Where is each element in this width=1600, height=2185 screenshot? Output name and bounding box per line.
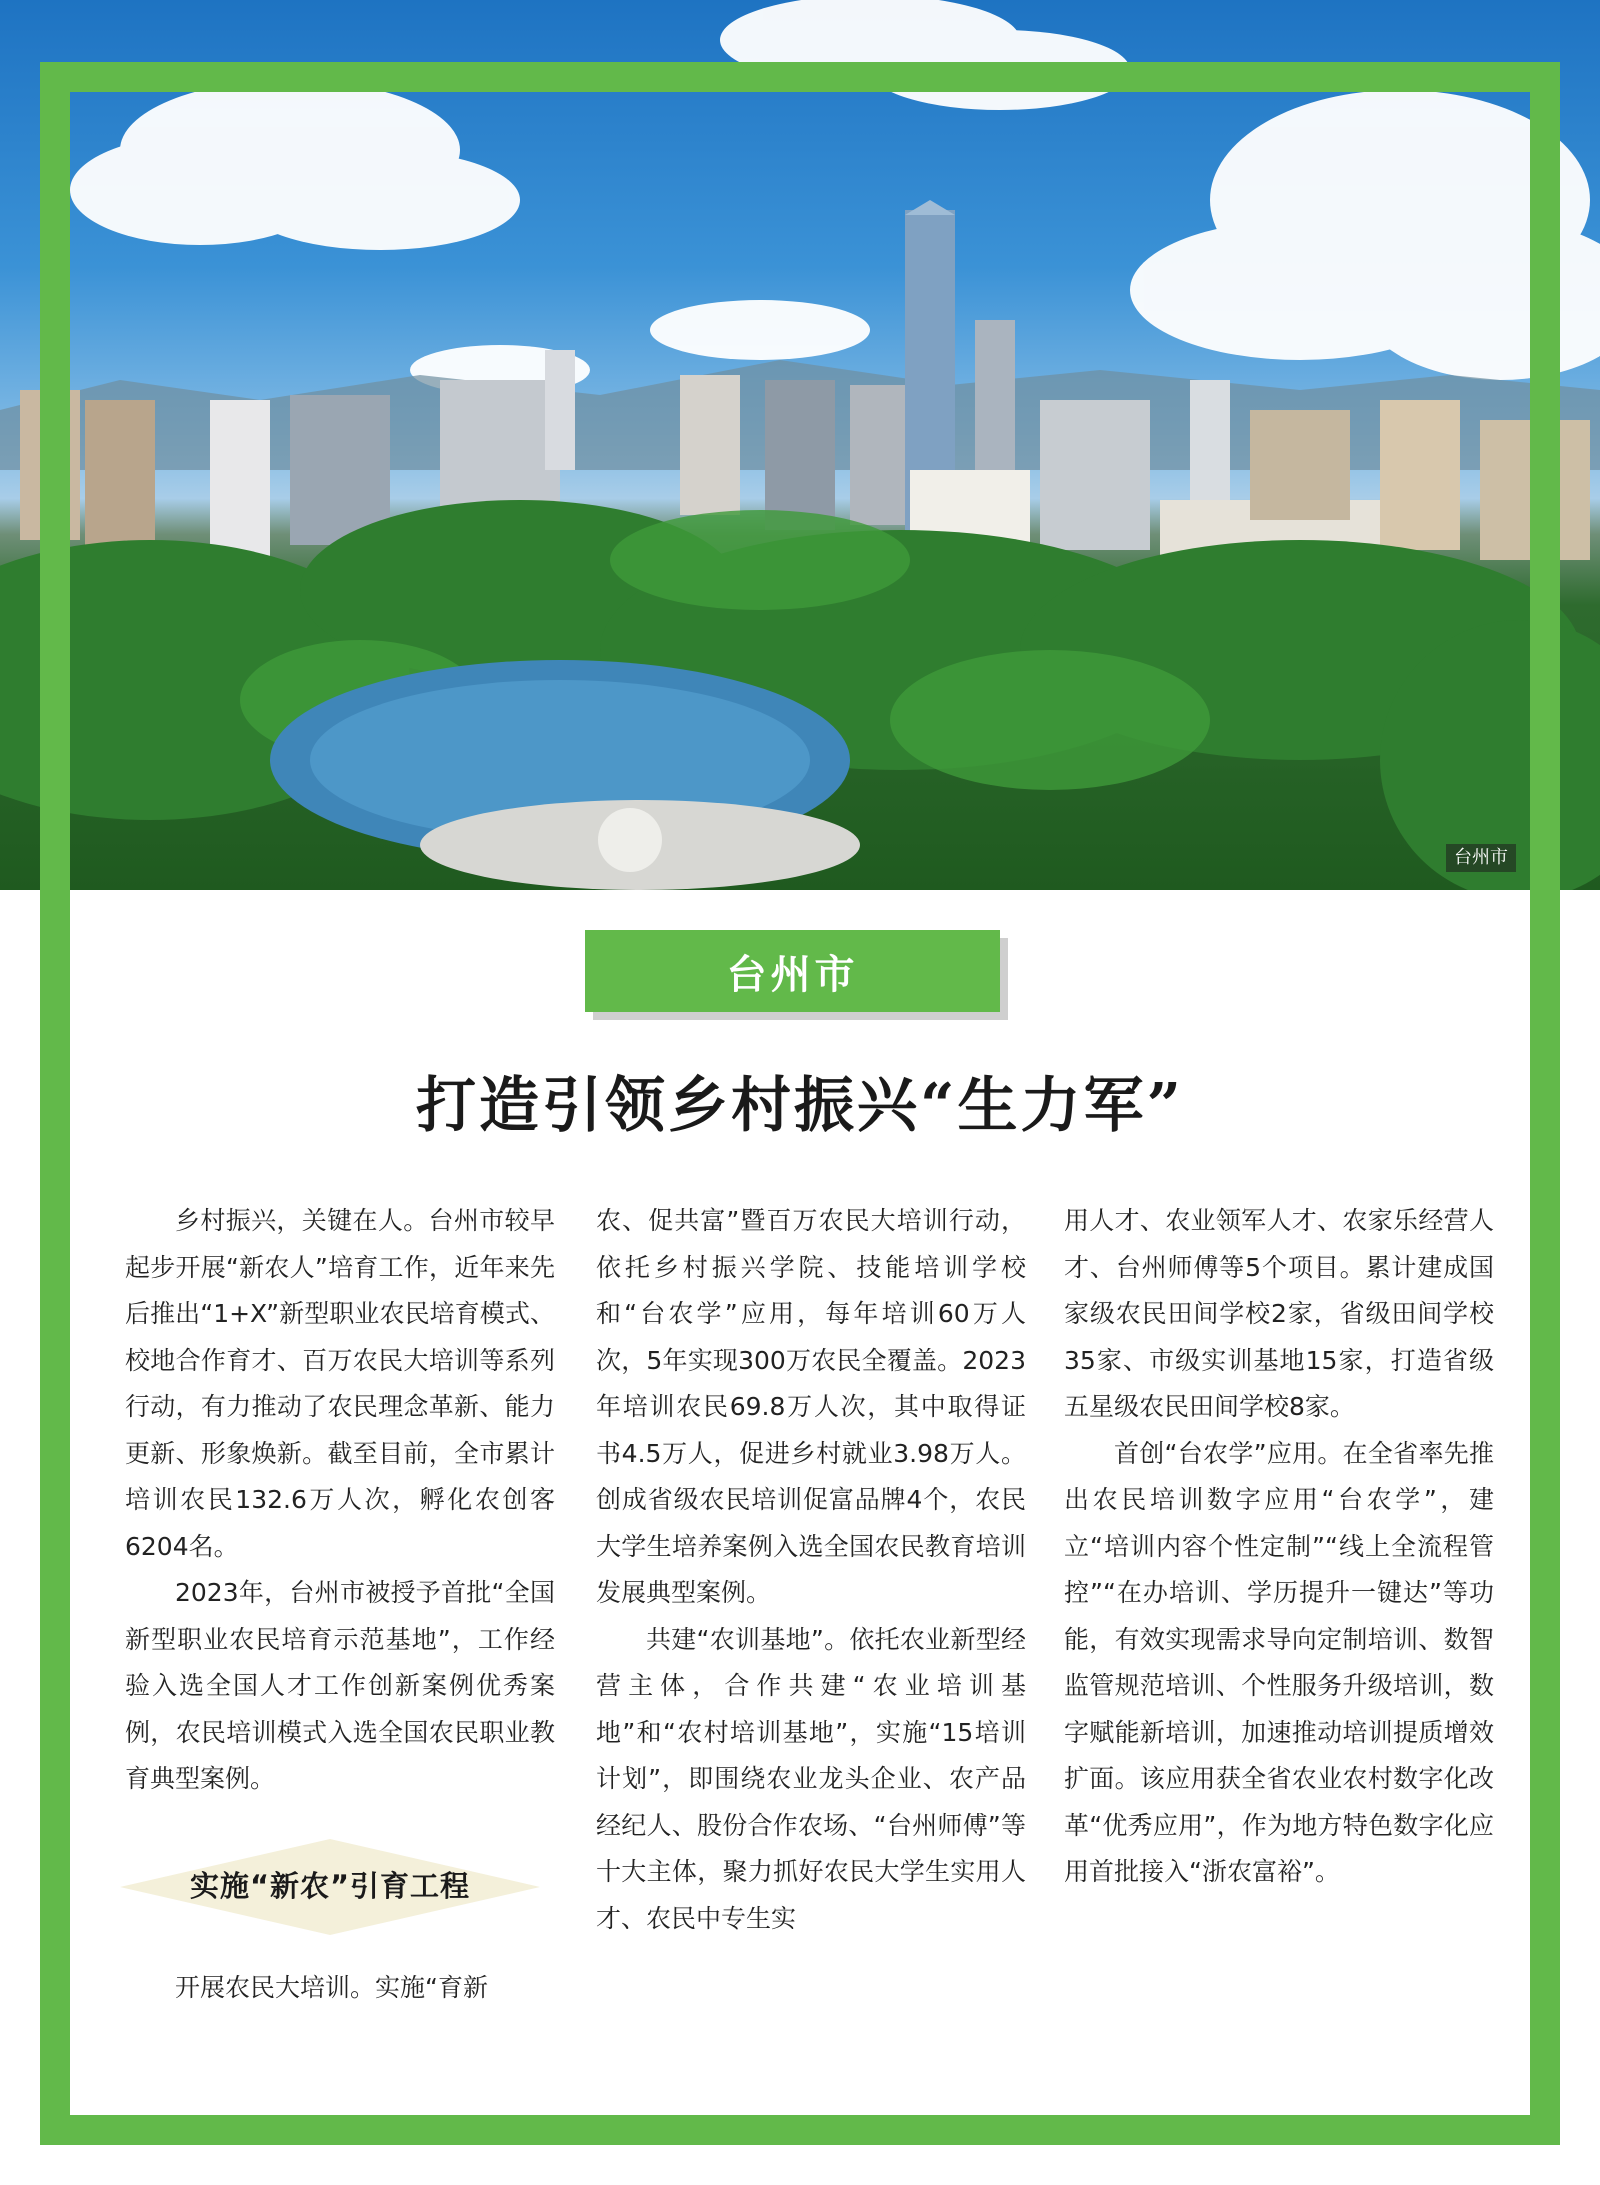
hero-city-photo: [0, 0, 1600, 890]
frame-bottom-border: [40, 2115, 1560, 2145]
paragraph-1: 乡村振兴，关键在人。台州市较早起步开展“新农人”培育工作，近年来先后推出“1+X”新型职业农民培育模式、校地合作育才、百万农民大培训等系列行动，有力推动了农民理念革新、能力更新、形象焕新。截至目前，全市累计培训农民132.6万人次，孵化农创客6204名。: [125, 1206, 555, 1561]
article-column-2: [596, 1198, 1026, 1942]
paragraph-5: 首创“台农学”应用。在全省率先推出农民培训数字应用“台农学”，建立“培训内容个性定制”“线上全流程管控”“在办培训、学历提升一键达”等功能，有效实现需求导向定制培训、数智监管规范培训、个性服务升级培训，数字赋能新培训，加速推动培训提质增效扩面。该应用获全省农业农村数字化改革“优秀应用”，作为地方特色数字化应用首批接入“浙农富裕”。: [1064, 1438, 1494, 1886]
city-skyline-illustration: [0, 0, 1600, 890]
paragraph-3-cont: 农、促共富”暨百万农民大培训行动，依托乡村振兴学院、技能培训学校和“台农学”应用，每年培训60万人次，5年实现300万农民全覆盖。2023年培训农民69.8万人次，其中取得证书4.5万人，促进乡村就业3.98万人。创成省级农民培训促富品牌4个，农民大学生培养案例入选全国农民教育培训发展典型案例。: [596, 1206, 1026, 1607]
paragraph-3-start: 开展农民大培训。实施“育新: [175, 1972, 488, 2002]
paragraph-4-cont: 用人才、农业领军人才、农家乐经营人才、台州师傅等5个项目。累计建成国家级农民田间学校2家，省级田间学校35家、市级实训基地15家，打造省级五星级农民田间学校8家。: [1064, 1206, 1494, 1421]
photo-credit: 台州市: [1446, 844, 1516, 872]
city-badge: 台州市: [585, 930, 1000, 1012]
frame-top-border: [40, 62, 1560, 92]
paragraph-2: 2023年，台州市被授予首批“全国新型职业农民培育示范基地”，工作经验入选全国人才工作创新案例优秀案例，农民培训模式入选全国农民职业教育典型案例。: [125, 1578, 555, 1793]
subheading-text: 实施“新农”引育工程: [189, 1869, 471, 1904]
article-column-3: [1064, 1198, 1494, 1896]
article-column-1: [125, 1198, 555, 2011]
article-headline: 打造引领乡村振兴“生力军”: [415, 1071, 1185, 1141]
paragraph-4-start: 共建“农训基地”。依托农业新型经营主体，合作共建“农业培训基地”和“农村培训基地”，实施“15培训计划”，即围绕农业龙头企业、农产品经纪人、股份合作农场、“台州师傅”等十大主体，聚力抓好农民大学生实用人才、农民中专生实: [596, 1624, 1026, 1933]
section-subheading: [120, 1839, 540, 1935]
